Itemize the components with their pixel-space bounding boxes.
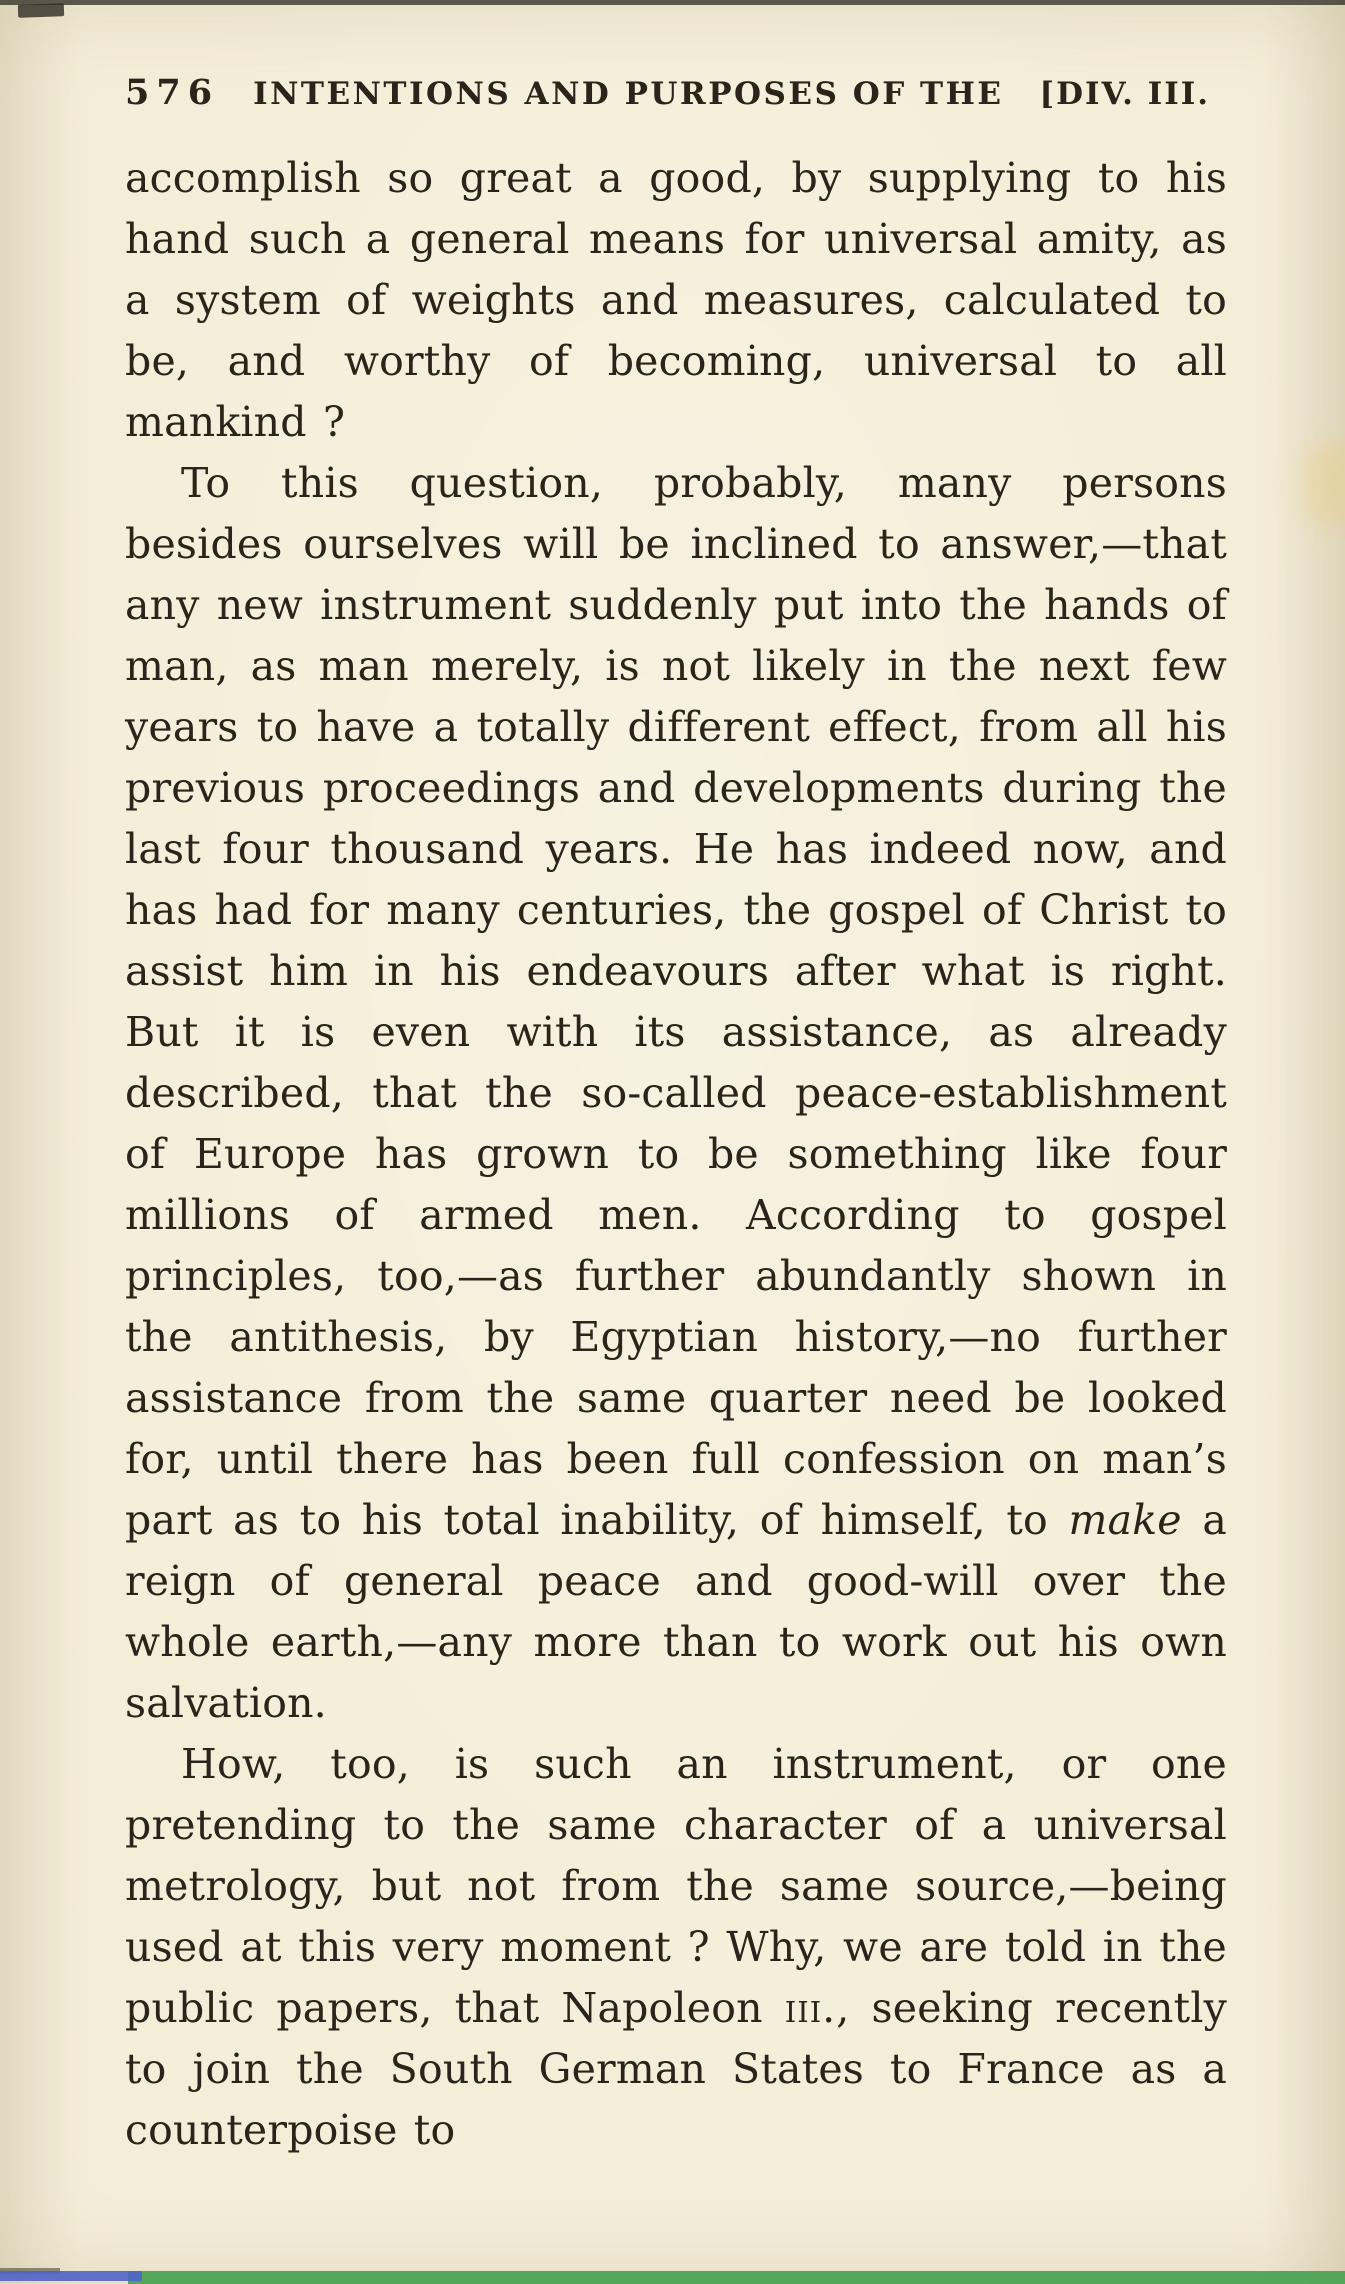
paragraph-text: accomplish so great a good, by supplying to his hand such a general means for universal amity, as a system of weights and measures, calculated to be, and worthy of becoming, universal to all mankind ? <box>125 154 1227 446</box>
smallcaps-numeral: iii. <box>784 1984 837 2032</box>
italic-word: make <box>1068 1496 1182 1544</box>
running-title: INTENTIONS AND PURPOSES OF THE <box>253 76 1004 112</box>
scan-edge-top <box>0 0 1345 5</box>
paragraph-text: How, too, is such an instrument, or one pretending to the same character of a universal metrology, but not from the same source,—being used at this very moment ? Why, we are told in the public papers, that Napoleon <box>125 1740 1227 2032</box>
scan-edge-bottom-green <box>128 2271 1345 2284</box>
page-body <box>125 148 1227 2161</box>
division-label: [DIV. III. <box>1039 76 1211 112</box>
scan-corner-mark <box>18 3 64 18</box>
page-number: 576 <box>125 72 220 113</box>
scan-smudge <box>1303 440 1345 530</box>
scan-edge-bottom-blue <box>0 2271 142 2281</box>
paragraph-question-answer <box>125 453 1227 1734</box>
paragraph-text: To this question, probably, many persons besides ourselves will be inclined to answer,—that any new instrument suddenly put into the hands of man, as man merely, is not likely in the next few years to have a totally different effect, from all his previous proceedings and developments during the last four thousand years. He has indeed now, and has had for many centuries, the gospel of Christ to assist him in his endeavours after what is right. But it is even with its assistance, as already described, that the so-called peace-establishment of Europe has grown to be something like four millions of armed men. According to gospel principles, too,—as further abundantly shown in the antithesis, by Egyptian history,—no further assistance from the same quarter need be looked for, until there has been full confession on man’s part as to his total inability, of himself, to <box>125 459 1227 1544</box>
page-header <box>125 72 1210 113</box>
paragraph-text: , seeking recently to join the South German States to France as a counterpoise to <box>125 1984 1227 2154</box>
paragraph-continuation <box>125 148 1227 453</box>
paragraph-text: a reign of general peace and good-will over the whole earth,—any more than to work out his own salvation. <box>125 1496 1227 1727</box>
paragraph-napoleon <box>125 1734 1227 2161</box>
